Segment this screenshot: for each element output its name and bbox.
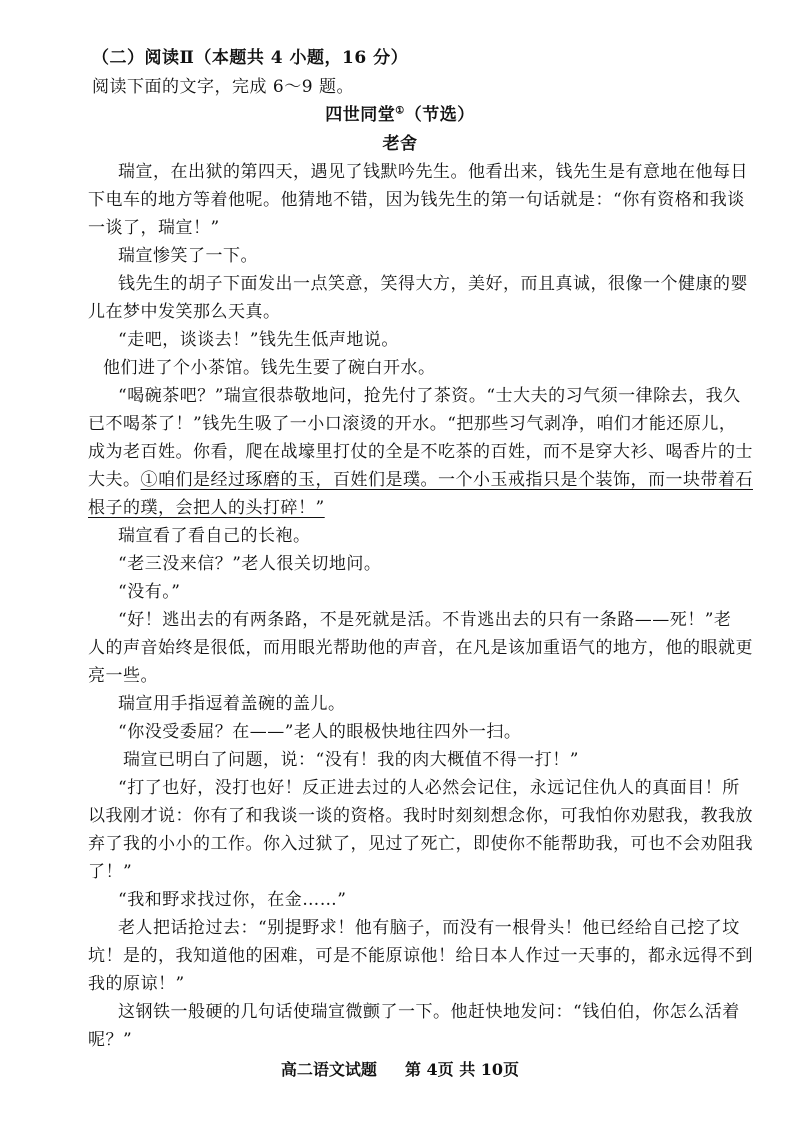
- paragraph-line: “喝碗茶吧？”瑞宣很恭敬地问，抢先付了茶资。“士大夫的习气须一律除去，我久: [118, 386, 741, 406]
- paragraph-line: 瑞宣看了看自己的长袍。: [118, 526, 311, 546]
- paragraph-line: 下电车的地方等着他呢。他猜地不错，因为钱先生的第一句话就是：“你有资格和我谈: [88, 190, 745, 210]
- underlined-sentence-continuation: 根子的璞，会把人的头打碎！”: [88, 498, 325, 518]
- article-title: [0, 104, 800, 126]
- paragraph-line: “打了也好，没打也好！反正进去过的人必然会记住，永远记住仇人的真面目！所: [118, 778, 740, 798]
- article-title-suffix: （节选）: [404, 105, 475, 125]
- paragraph-line: “你没受委屈？在——”老人的眼极快地往四外一扫。: [118, 722, 522, 742]
- paragraph-line: 老人把话抢过去：“别提野求！他有脑子，而没有一根骨头！他已经给自己挖了坟: [118, 918, 740, 938]
- paragraph-line: 人的声音始终是很低，而用眼光帮助他的声音，在凡是该加重语气的地方，他的眼就更: [88, 638, 753, 658]
- article-author: 老舍: [382, 134, 418, 154]
- footer-page-number: 第 4页 共 10页: [404, 1060, 520, 1079]
- paragraph-line: 以我刚才说：你有了和我谈一谈的资格。我时时刻刻想念你，可我怕你劝慰我，教我放: [88, 806, 753, 826]
- paragraph-line: “没有。”: [118, 582, 181, 602]
- paragraph-line-start: 大夫。: [88, 470, 141, 490]
- paragraph-line-with-underlined-sentence: [88, 469, 753, 491]
- paragraph-line: 一谈了，瑞宣！”: [88, 218, 220, 238]
- paragraph-line: 儿在梦中发笑那么天真。: [88, 302, 281, 322]
- section-header: （二）阅读Ⅱ（本题共 4 小题，16 分）: [92, 48, 409, 68]
- paragraph-line: 已不喝茶了！”钱先生吸了一小口滚烫的开水。“把那些习气剥净，咱们才能还原儿，: [88, 414, 737, 434]
- paragraph-line: 呢？”: [88, 1030, 133, 1050]
- paragraph-line: 瑞宣惨笑了一下。: [118, 246, 258, 266]
- paragraph-line: “走吧，谈谈去！”钱先生低声地说。: [118, 330, 399, 350]
- paragraph-line: 亮一些。: [88, 666, 158, 686]
- title-footnote-marker: ①: [395, 105, 405, 117]
- paragraph-line: 瑞宣已明白了问题，说：“没有！我的肉大概值不得一打！”: [123, 750, 579, 770]
- reading-instruction: 阅读下面的文字，完成 6～9 题。: [92, 77, 354, 97]
- paragraph-line: 弃了我的小小的工作。你入过狱了，见过了死亡，即使你不能帮助我，可也不会劝阻我: [88, 834, 753, 854]
- paragraph-line: “我和野求找过你，在金……”: [118, 890, 347, 910]
- footer-subject: 高二语文试题: [280, 1060, 377, 1079]
- underlined-sentence-1: ①咱们是经过琢磨的玉，百姓们是璞。一个小玉戒指只是个装饰，而一块带着石: [140, 470, 753, 490]
- page-footer: [0, 1057, 800, 1080]
- article-title-text: 四世同堂: [325, 105, 396, 125]
- paragraph-line: 了！”: [88, 862, 133, 882]
- paragraph-line: 坑！是的，我知道他的困难，可是不能原谅他！给日本人作过一天事的，都永远得不到: [88, 946, 753, 966]
- paragraph-line: 钱先生的胡子下面发出一点笑意，笑得大方，美好，而且真诚，很像一个健康的婴: [118, 274, 748, 294]
- paragraph-line: 他们进了个小茶馆。钱先生要了碗白开水。: [103, 358, 436, 378]
- paragraph-line: 瑞宣，在出狱的第四天，遇见了钱默吟先生。他看出来，钱先生是有意地在他每日: [118, 162, 748, 182]
- paragraph-line: 成为老百姓。你看，爬在战壕里打仗的全是不吃茶的百姓，而不是穿大衫、喝香片的士: [88, 442, 753, 462]
- paragraph-line: 这钢铁一般硬的几句话使瑞宣微颤了一下。他赶快地发问：“钱伯伯，你怎么活着: [118, 1002, 740, 1022]
- paragraph-line: 瑞宣用手指逗着盖碗的盖儿。: [118, 694, 346, 714]
- paragraph-line: 我的原谅！”: [88, 974, 185, 994]
- paragraph-line: “老三没来信？”老人很关切地问。: [118, 554, 382, 574]
- paragraph-line: “好！逃出去的有两条路，不是死就是活。不肯逃出去的只有一条路——死！”老: [118, 610, 732, 630]
